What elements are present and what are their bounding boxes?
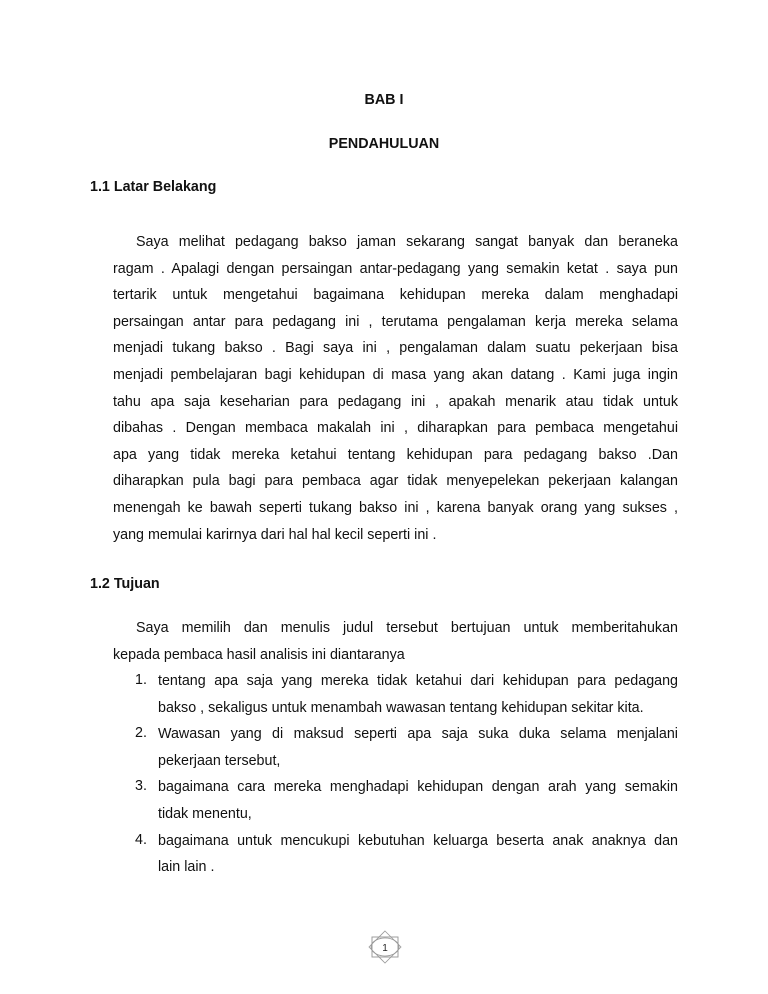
text-line: menjadi tukang bakso . Bagi saya ini , pengalaman dalam suatu pekerjaan bisa [113, 340, 678, 357]
list-number: 1. [135, 672, 147, 688]
text-line: bagaimana untuk mencukupi kebutuhan keluarga beserta anak anaknya dan [158, 832, 678, 849]
text-line: yang memulai karirnya dari hal hal kecil seperti ini . [113, 526, 437, 543]
list-number: 3. [135, 778, 147, 795]
text-line: menengah ke bawah seperti tukang bakso ini , karena banyak orang yang sukses , [113, 500, 678, 516]
text-line: dibahas . Dengan membaca makalah ini , diharapkan para pembaca mengetahui [113, 420, 678, 437]
text-line: apa yang tidak mereka ketahui tentang kehidupan para pedagang bakso .Dan [113, 446, 678, 463]
text-line: ragam . Apalagi dengan persaingan antar-pedagang yang semakin ketat . saya pun [113, 260, 678, 277]
text-line: tidak menentu, [158, 806, 252, 822]
chapter-title: PENDAHULUAN [328, 136, 440, 152]
text-line: persaingan antar para pedagang ini , terutama pengalaman kerja mereka selama [113, 313, 678, 330]
list-number: 4. [135, 831, 147, 848]
text-line: tentang apa saja yang mereka tidak ketahui dari kehidupan para pedagang [158, 673, 678, 689]
text-line: Wawasan yang di maksud seperti apa saja suka duka selama menjalani [158, 726, 678, 743]
text-line: Saya melihat pedagang bakso jaman sekarang sangat banyak dan beraneka [136, 234, 678, 250]
page-number: 1 [382, 943, 388, 954]
text-line: pekerjaan tersebut, [158, 752, 281, 769]
list-number: 2. [135, 725, 147, 742]
text-line: lain lain . [158, 859, 215, 876]
text-line: Saya memilih dan menulis judul tersebut bertujuan untuk memberitahukan [136, 620, 678, 636]
section-heading-1-2: 1.2 Tujuan [90, 576, 160, 592]
section-heading-1-1: 1.1 Latar Belakang [90, 179, 217, 195]
chapter-label: BAB I [364, 92, 404, 108]
text-line: tahu apa saja keseharian para pedagang ini , apakah menarik atau tidak untuk [113, 393, 678, 410]
text-line: kepada pembaca hasil analisis ini diantaranya [113, 646, 405, 663]
text-line: bakso , sekaligus untuk menambah wawasan tentang kehidupan sekitar kita. [158, 699, 644, 716]
text-line: menjadi pembelajaran bagi kehidupan di masa yang akan datang . Kami juga ingin [113, 367, 678, 383]
text-line: bagaimana cara mereka menghadapi kehidupan dengan arah yang semakin [158, 779, 678, 796]
text-line: diharapkan pula bagi para pembaca agar tidak menyepelekan pekerjaan kalangan [113, 473, 678, 490]
page-number-ornament [368, 930, 402, 964]
text-line: tertarik untuk mengetahui bagaimana kehidupan mereka dalam menghadapi [113, 287, 678, 304]
